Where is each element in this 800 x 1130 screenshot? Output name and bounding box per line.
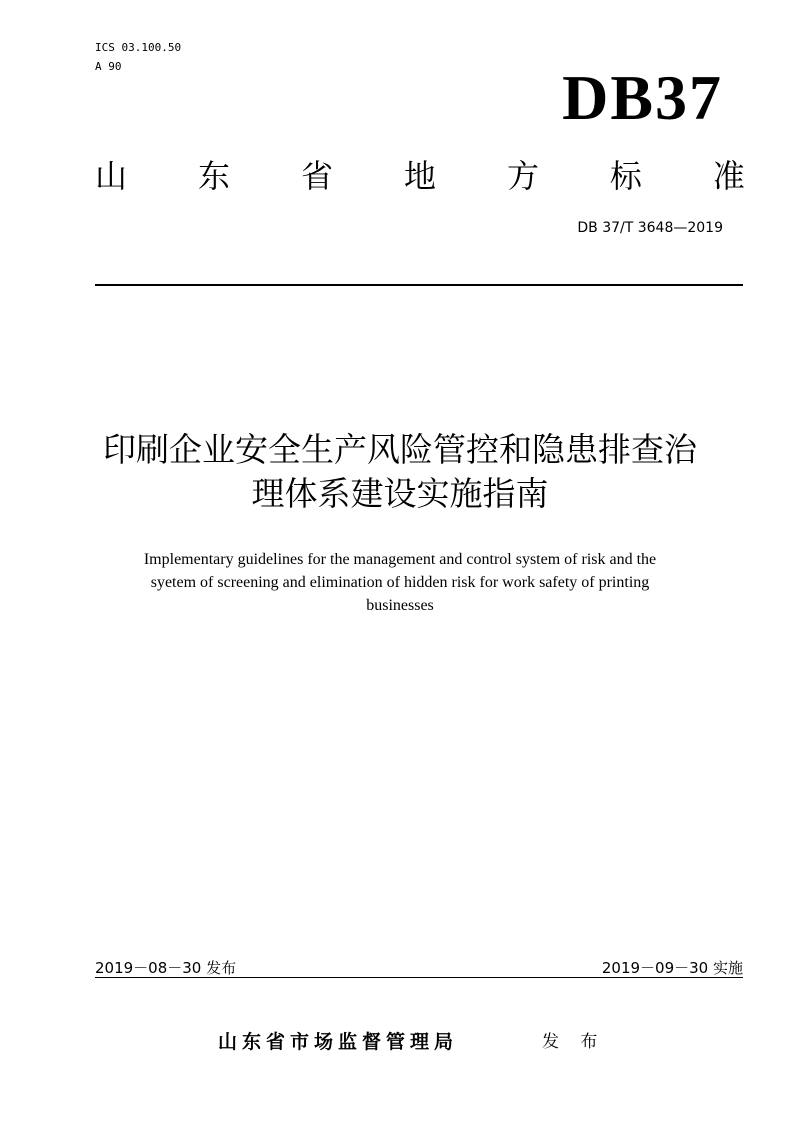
title-en-line: Implementary guidelines for the management and control system of risk and the: [143, 551, 657, 568]
standard-type-char: 准: [712, 157, 745, 195]
standard-type-char: 方: [506, 157, 539, 195]
title-en-line: syetem of screening and elimination of hidden risk for work safety of printing: [150, 574, 650, 591]
standard-type-char: 地: [403, 157, 436, 195]
db-logo: DB37: [562, 62, 723, 133]
standard-type-char: 山: [95, 157, 128, 195]
header-divider: [95, 284, 743, 286]
standard-type-char: 标: [609, 157, 642, 195]
footer-divider: [95, 977, 743, 978]
issue-date: 2019－08－30 发布: [95, 959, 237, 977]
standard-number: DB 37/T 3648—2019: [577, 220, 723, 236]
standard-type-heading: [95, 155, 745, 197]
publish-label: 发 布: [542, 1032, 606, 1052]
title-cn-line: 理体系建设实施指南: [251, 474, 549, 513]
title-en-line: businesses: [366, 597, 434, 614]
title-cn-line: 印刷企业安全生产风险管控和隐患排查治: [103, 430, 697, 469]
document-title-cn: [60, 428, 740, 516]
standard-type-char: 东: [197, 157, 230, 195]
publisher-name: 山东省市场监督管理局: [218, 1031, 459, 1053]
classification-code: A 90: [95, 60, 122, 73]
document-title-en: [70, 548, 730, 617]
implementation-date: 2019－09－30 实施: [601, 959, 743, 977]
standard-type-char: 省: [300, 157, 333, 195]
ics-code: ICS 03.100.50: [95, 41, 182, 54]
